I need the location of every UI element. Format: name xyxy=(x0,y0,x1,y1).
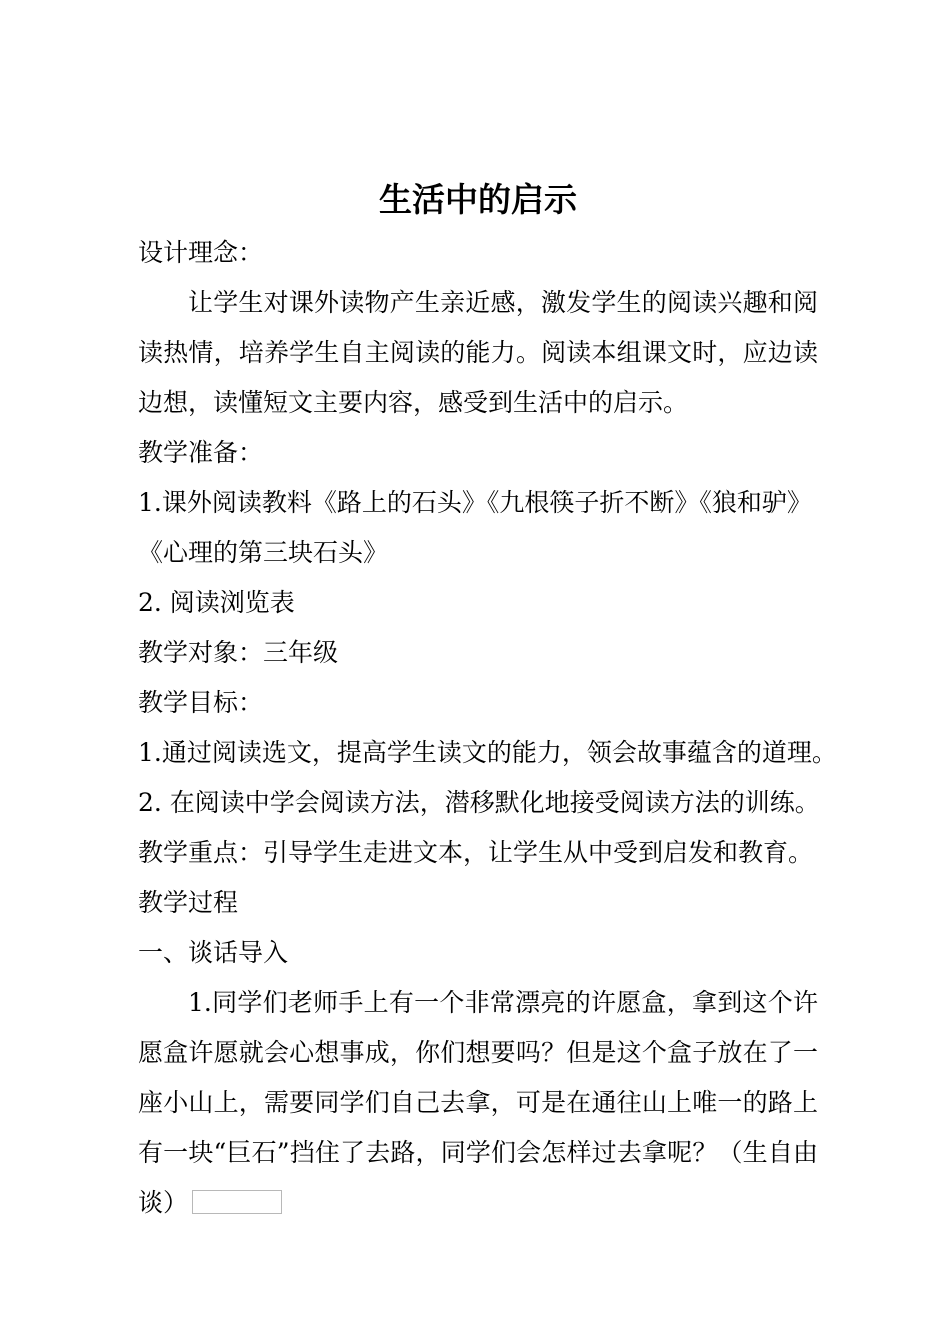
focus-line: 教学重点：引导学生走进文本，让学生从中受到启发和教育。 xyxy=(138,838,814,867)
answer-input-box[interactable] xyxy=(192,1190,282,1214)
concept-heading: 设计理念： xyxy=(138,238,264,267)
goals-heading: 教学目标： xyxy=(138,688,264,717)
prep-item-2: 2. 阅读浏览表 xyxy=(138,588,295,617)
step-1-text: 1.同学们老师手上有一个非常漂亮的许愿盒，拿到这个许愿盒许愿就会心想事成，你们想要吗？但是这个盒子放在了一座小山上，需要同学们自己去拿，可是在通往山上唯一的路上有一块“巨石”挡住了去路，同学们会怎样过去拿呢？（生自由谈） xyxy=(138,988,818,1217)
audience-line: 教学对象：三年级 xyxy=(138,638,339,667)
prep-item-1-continued: 《心理的第三块石头》 xyxy=(138,538,389,567)
step-1-heading: 一、谈话导入 xyxy=(138,938,289,967)
document-title: 生活中的启示 xyxy=(379,180,577,219)
document-page xyxy=(138,172,837,1228)
process-heading: 教学过程 xyxy=(138,888,239,917)
prep-item-1: 1.课外阅读教料《路上的石头》《九根筷子折不断》《狼和驴》 xyxy=(138,488,812,517)
prep-heading: 教学准备： xyxy=(138,438,264,467)
goal-item-2: 2. 在阅读中学会阅读方法，潜移默化地接受阅读方法的训练。 xyxy=(138,788,820,817)
goal-item-1: 1.通过阅读选文，提高学生读文的能力，领会故事蕴含的道理。 xyxy=(138,738,837,767)
concept-paragraph: 让学生对课外读物产生亲近感，激发学生的阅读兴趣和阅读热情，培养学生自主阅读的能力。阅读本组课文时，应边读边想，读懂短文主要内容，感受到生活中的启示。 xyxy=(138,288,818,417)
step-1-paragraph xyxy=(138,978,818,1228)
